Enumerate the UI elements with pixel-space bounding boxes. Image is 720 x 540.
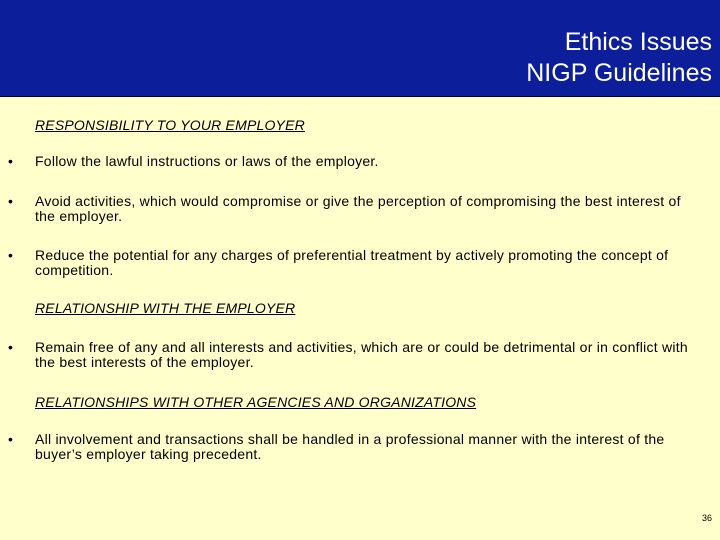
slide-header [0, 0, 720, 97]
title-line-1: Ethics Issues [564, 28, 712, 56]
bullet-text: Remain free of any and all interests and activities, which are or could be detrimental or in conflict with the best interests of the employer. [35, 339, 688, 370]
section-heading-relationship: RELATIONSHIP WITH THE EMPLOYER [35, 300, 296, 316]
bullet-icon: • [8, 247, 13, 263]
bullet-icon: • [8, 339, 13, 355]
section-heading-responsibility: RESPONSIBILITY TO YOUR EMPLOYER [35, 117, 305, 133]
title-line-2: NIGP Guidelines [526, 59, 712, 87]
bullet-text: Reduce the potential for any charges of preferential treatment by actively promoting the concept of competition. [35, 247, 669, 278]
section-heading-agencies: RELATIONSHIPS WITH OTHER AGENCIES AND ORGANIZATIONS [35, 394, 477, 410]
bullet-icon: • [8, 193, 13, 209]
bullet-icon: • [8, 431, 13, 447]
bullet-text: Avoid activities, which would compromise or give the perception of compromising the best interest of the employer. [35, 193, 681, 224]
page-number: 36 [701, 513, 712, 523]
bullet-text: Follow the lawful instructions or laws of the employer. [35, 153, 379, 169]
bullet-icon: • [8, 153, 13, 169]
bullet-text: All involvement and transactions shall be handled in a professional manner with the interest of the buyer’s employer taking precedent. [35, 431, 665, 462]
slide-title [526, 27, 712, 89]
